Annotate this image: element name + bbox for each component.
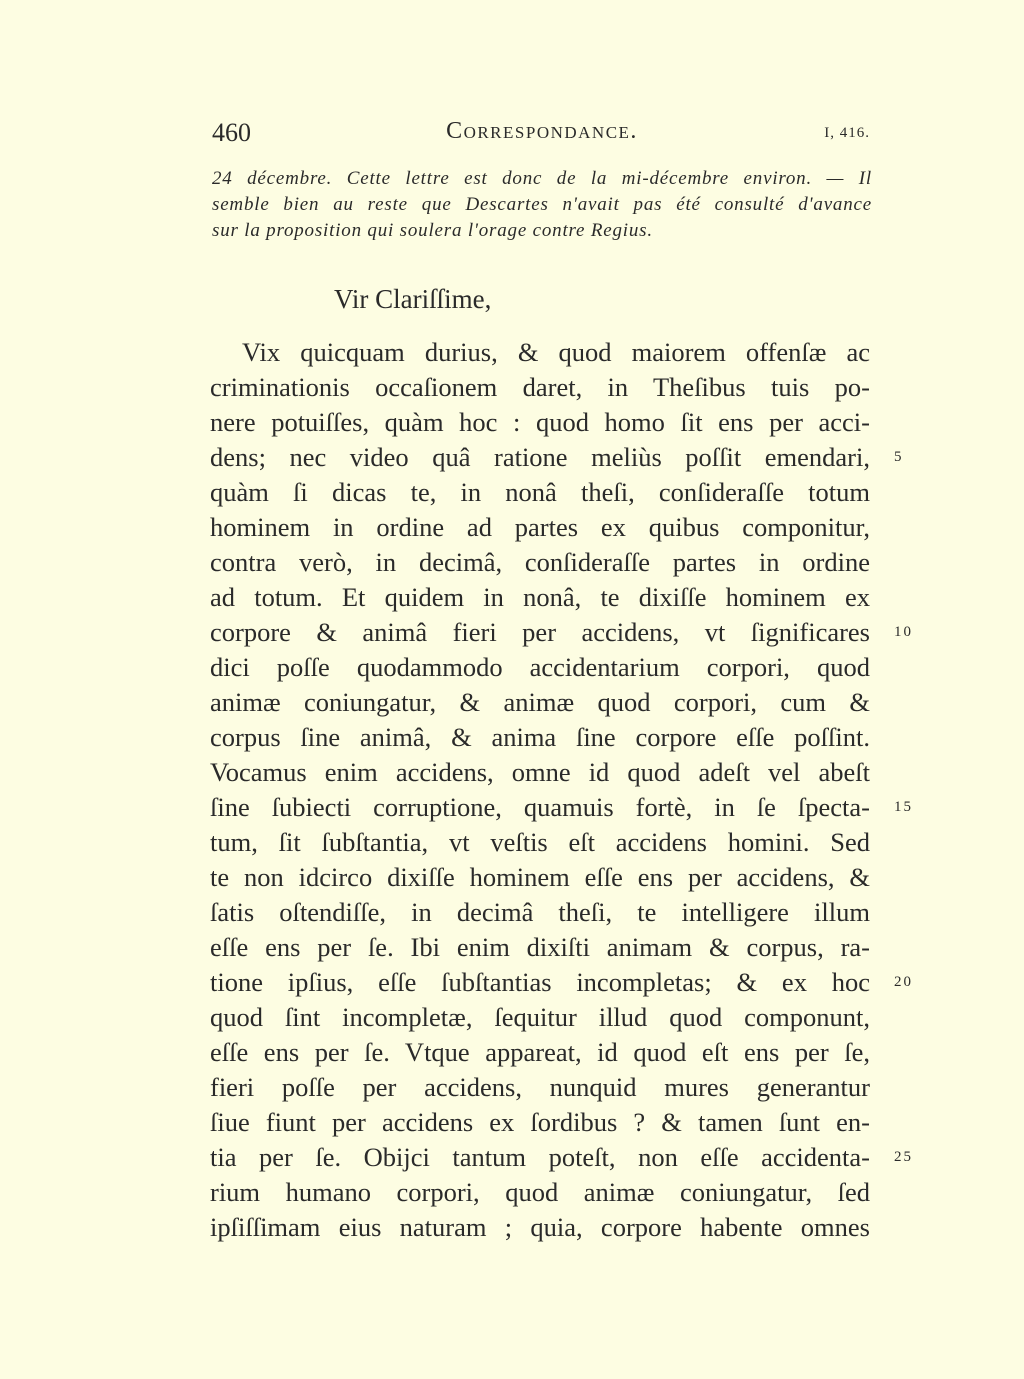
page-number: 460 [212,118,251,147]
text-line [210,1105,870,1140]
text-line-content: rium humano corpori, quod animæ coniungatur, ſed [210,1177,870,1207]
text-line [210,685,870,720]
text-line-content: Vocamus enim accidens, omne id quod adeſt vel abeſt [210,757,870,787]
text-line-content: quàm ſi dicas te, in nonâ theſi, conſideraſſe totum [210,477,870,507]
text-line-content: fieri poſſe per accidens, nunquid mures generantur [210,1072,870,1102]
volume-reference: I, 416. [824,125,870,141]
text-line-content: ipſiſſimam eius naturam ; quia, corpore habente omnes [210,1212,870,1242]
line-number: 10 [894,624,913,640]
text-line [210,335,870,370]
note-line: semble bien au reste que Descartes n'avait pas été consulté d'avance [212,194,872,215]
text-line [210,545,870,580]
text-line-content: animæ coniungatur, & animæ quod corpori, cum & [210,687,870,717]
text-line [210,1070,870,1105]
text-line-content: corpore & animâ fieri per accidens, vt ſignificares [210,617,870,647]
note-line: 24 décembre. Cette lettre est donc de la mi-décembre environ. — Il [212,168,872,189]
text-line [210,405,870,440]
text-line-content: nere potuiſſes, quàm hoc : quod homo ſit ens per acci- [210,407,870,437]
line-number: 15 [894,799,913,815]
salutation: Vir Clariſſime, [334,284,492,314]
text-line-content: ſatis oſtendiſſe, in decimâ theſi, te intelligere illum [210,897,870,927]
line-number: 20 [894,974,913,990]
text-line-content: eſſe ens per ſe. Ibi enim dixiſti animam & corpus, ra- [210,932,870,962]
line-number: 5 [894,449,904,465]
text-line [210,615,913,650]
text-line-content: dici poſſe quodammodo accidentarium corpori, quod [210,652,870,682]
text-line-content: criminationis occaſionem daret, in Theſibus tuis po- [210,372,870,402]
text-line [210,720,870,755]
text-line-content: Vix quicquam durius, & quod maiorem offenſæ ac [242,337,870,367]
text-line-content: te non idcirco dixiſſe hominem eſſe ens per accidens, & [210,862,870,892]
line-number: 25 [894,1149,913,1165]
section-title: Correspondance. [446,118,638,144]
note-line: sur la proposition qui soulera l'orage contre Regius. [212,220,653,241]
text-line [210,790,913,825]
running-head [212,118,872,152]
text-line [210,1035,870,1070]
text-line [210,825,870,860]
text-line [210,1210,870,1245]
text-line [210,580,870,615]
text-line [210,930,870,965]
text-line-content: ſine ſubiecti corruptione, quamuis fortè, in ſe ſpecta- [210,792,870,822]
text-line [210,755,870,790]
text-line-content: dens; nec video quâ ratione meliùs poſſit emendari, [210,442,870,472]
text-line [210,965,913,1000]
text-line-content: ad totum. Et quidem in nonâ, te dixiſſe hominem ex [210,582,870,612]
text-line-content: tum, ſit ſubſtantia, vt veſtis eſt accidens homini. Sed [210,827,870,857]
text-line-content: ſiue fiunt per accidens ex ſordibus ? & tamen ſunt en- [210,1107,870,1137]
text-line [210,1175,870,1210]
text-line-content: eſſe ens per ſe. Vtque appareat, id quod eſt ens per ſe, [210,1037,870,1067]
text-line [210,475,870,510]
text-line-content: contra verò, in decimâ, conſideraſſe partes in ordine [210,547,870,577]
text-line [210,1000,870,1035]
editorial-note [212,166,872,244]
text-line [210,895,870,930]
letter-body [210,335,913,1245]
text-line [210,1140,913,1175]
text-line [210,650,870,685]
text-line-content: hominem in ordine ad partes ex quibus componitur, [210,512,870,542]
text-line-content: tione ipſius, eſſe ſubſtantias incompletas; & ex hoc [210,967,870,997]
text-line-content: tia per ſe. Obijci tantum poteſt, non eſſe accidenta- [210,1142,870,1172]
text-line [210,510,870,545]
text-line [210,440,904,475]
text-line-content: corpus ſine animâ, & anima ſine corpore eſſe poſſint. [210,722,870,752]
text-line [210,370,870,405]
text-line-content: quod ſint incompletæ, ſequitur illud quod componunt, [210,1002,870,1032]
text-line [210,860,870,895]
